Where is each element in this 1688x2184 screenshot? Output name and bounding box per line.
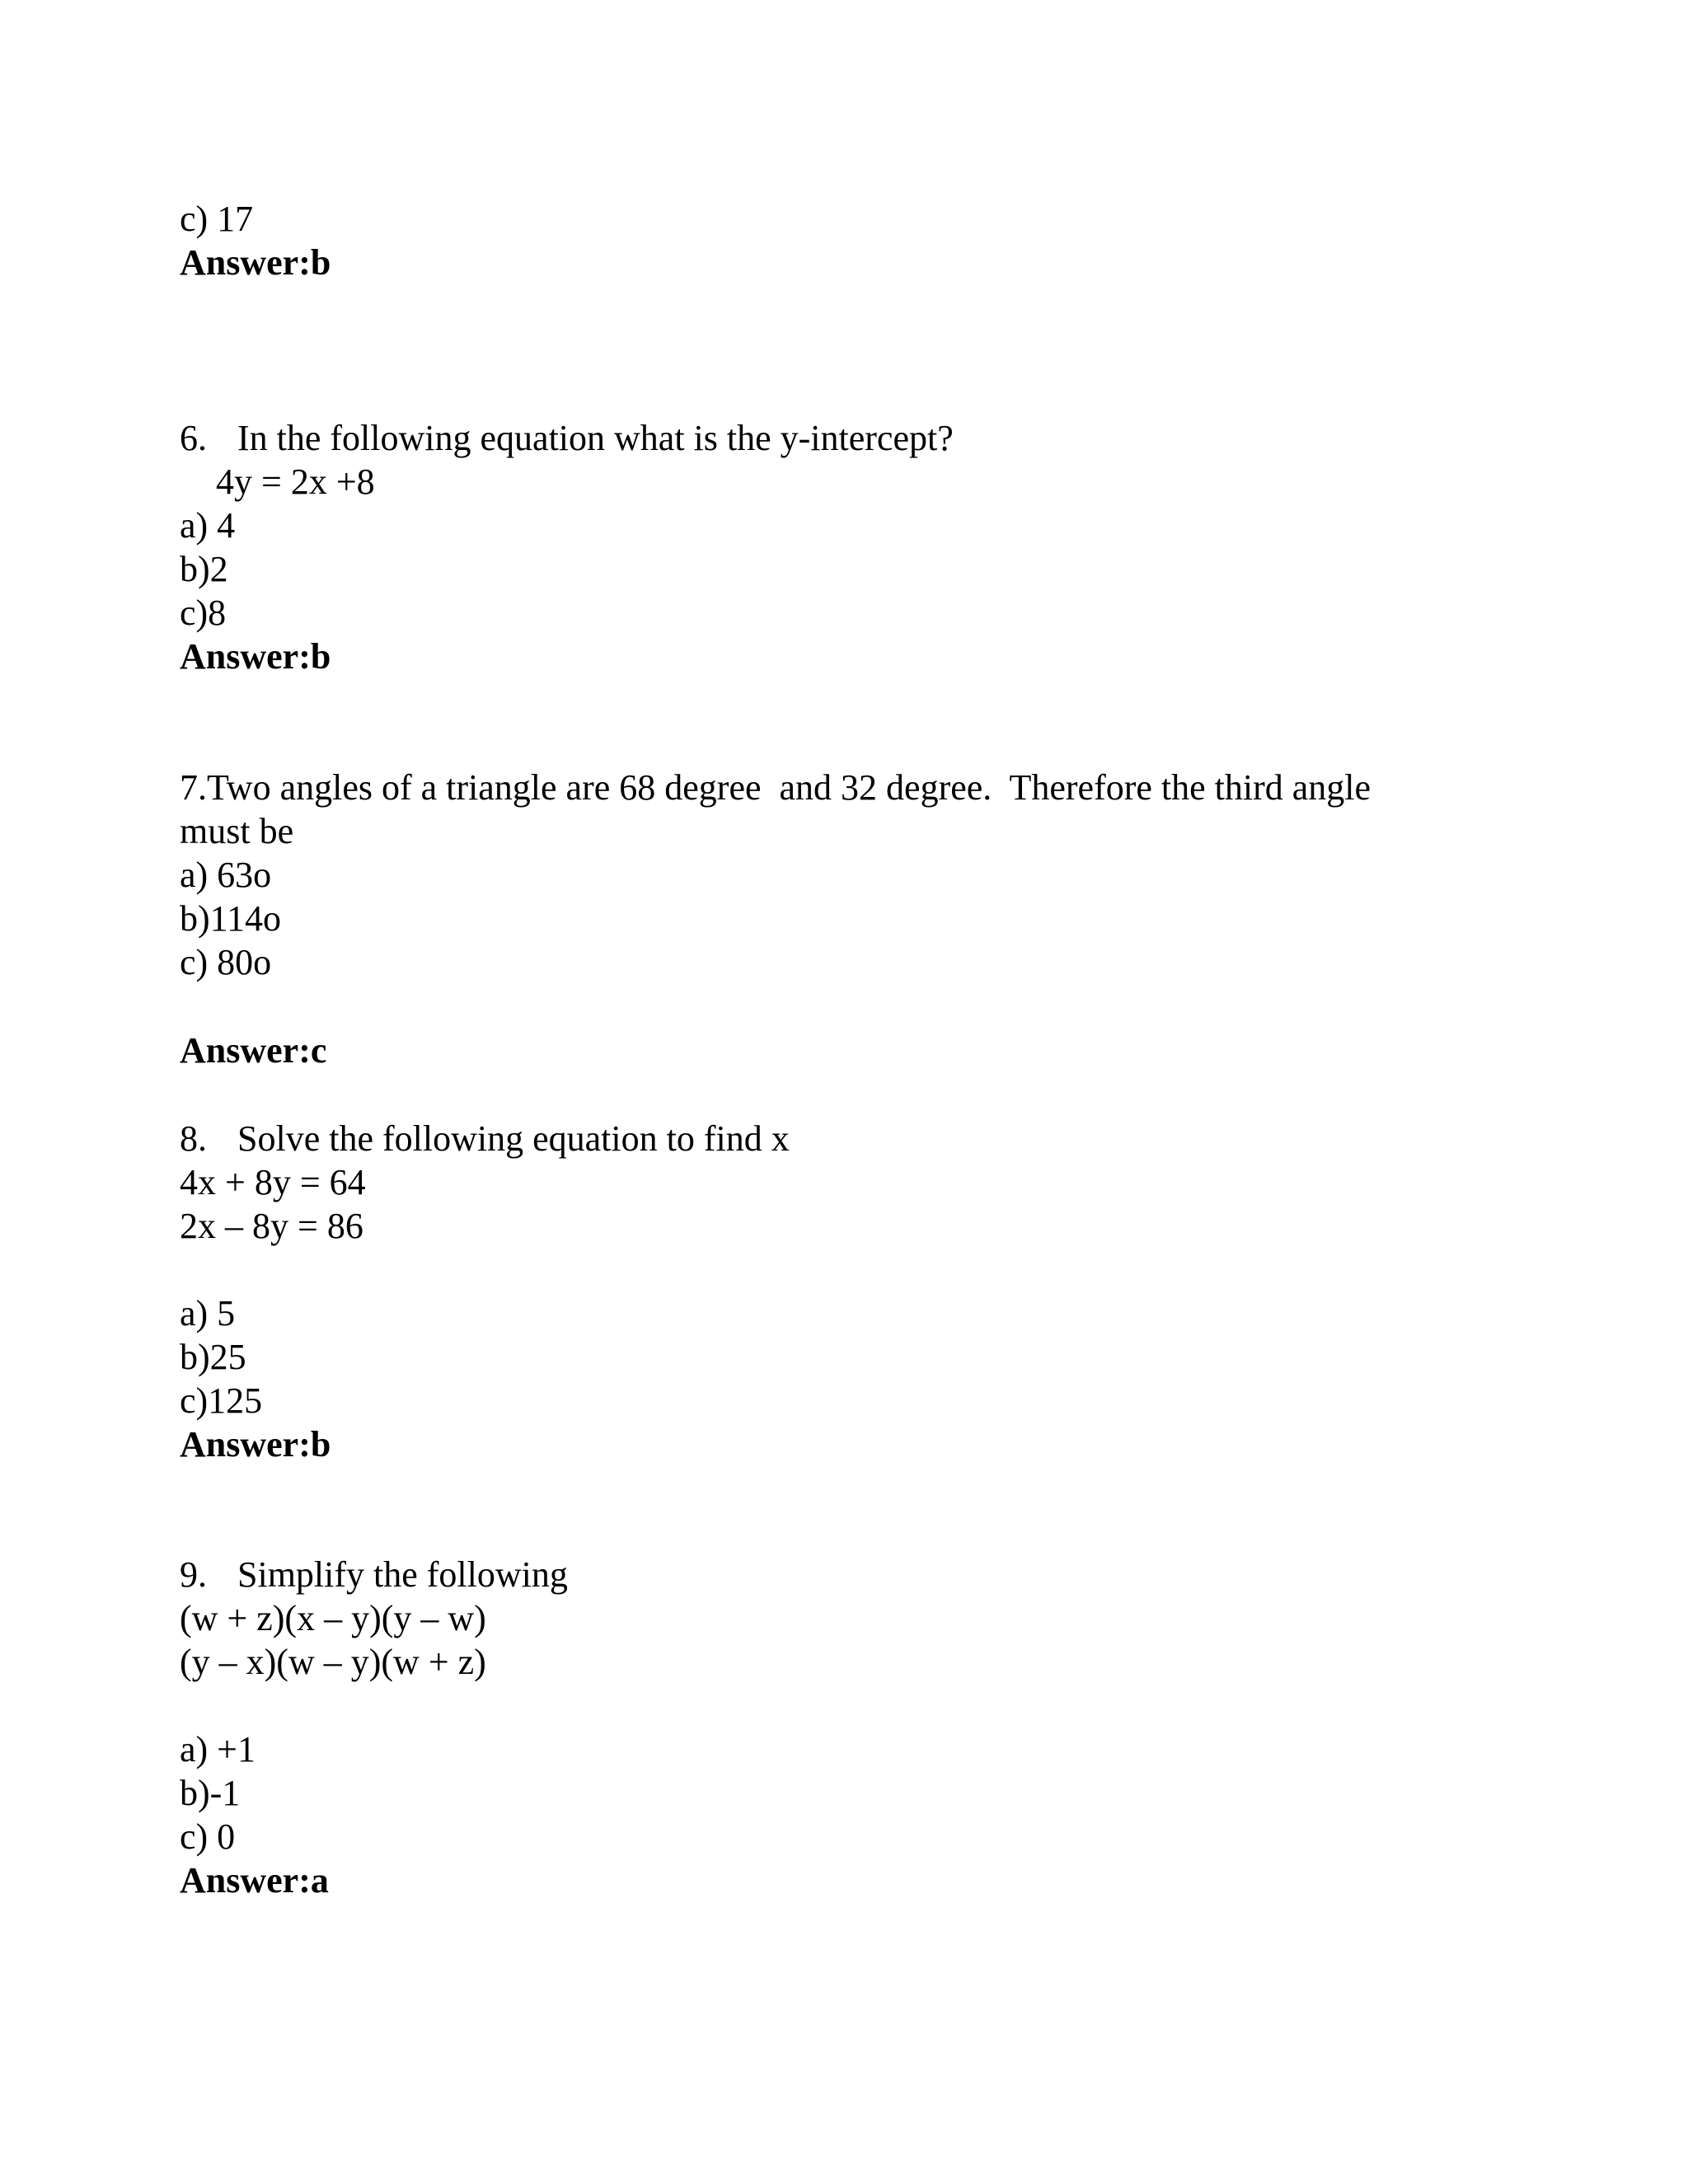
q6-option-a: a) 4 <box>180 505 236 546</box>
q9-answer: Answer:a <box>180 1860 329 1900</box>
q8-question <box>180 1118 790 1160</box>
q6-option-b: b)2 <box>180 549 228 589</box>
q8-option-b: b)25 <box>180 1337 246 1377</box>
q8-answer: Answer:b <box>180 1424 331 1465</box>
q9-option-a: a) +1 <box>180 1729 256 1769</box>
q8-question-text: Solve the following equation to find x <box>237 1118 790 1159</box>
q6-question <box>180 417 954 460</box>
q9-question <box>180 1554 568 1596</box>
q8-option-c: c)125 <box>180 1380 263 1421</box>
q8-number: 8. <box>180 1118 207 1159</box>
q7-option-a: a) 63o <box>180 855 272 895</box>
q5-option-c: c) 17 <box>180 199 254 239</box>
q8-option-a: a) 5 <box>180 1293 236 1333</box>
q7-option-b: b)114o <box>180 898 282 939</box>
q7-option-c: c) 80o <box>180 942 272 982</box>
q8-equation-1: 4x + 8y = 64 <box>180 1162 366 1202</box>
q6-answer: Answer:b <box>180 636 331 677</box>
q6-question-text: In the following equation what is the y-intercept? <box>237 418 954 458</box>
q7-question-line2: must be <box>180 811 294 851</box>
q7-question-line1: 7.Two angles of a triangle are 68 degree and 32 degree. Therefore the third angle <box>180 767 1372 808</box>
q6-number: 6. <box>180 418 207 458</box>
q9-option-c: c) 0 <box>180 1816 236 1857</box>
q8-equation-2: 2x – 8y = 86 <box>180 1206 363 1246</box>
q7-answer: Answer:c <box>180 1030 327 1071</box>
q9-question-text: Simplify the following <box>237 1554 568 1595</box>
q9-expression-1: (w + z)(x – y)(y – w) <box>180 1598 486 1638</box>
q6-option-c: c)8 <box>180 593 227 633</box>
q6-equation: 4y = 2x +8 <box>216 462 375 502</box>
q9-expression-2: (y – x)(w – y)(w + z) <box>180 1642 486 1682</box>
q9-option-b: b)-1 <box>180 1773 241 1813</box>
q9-number: 9. <box>180 1554 207 1595</box>
q5-answer: Answer:b <box>180 242 331 283</box>
